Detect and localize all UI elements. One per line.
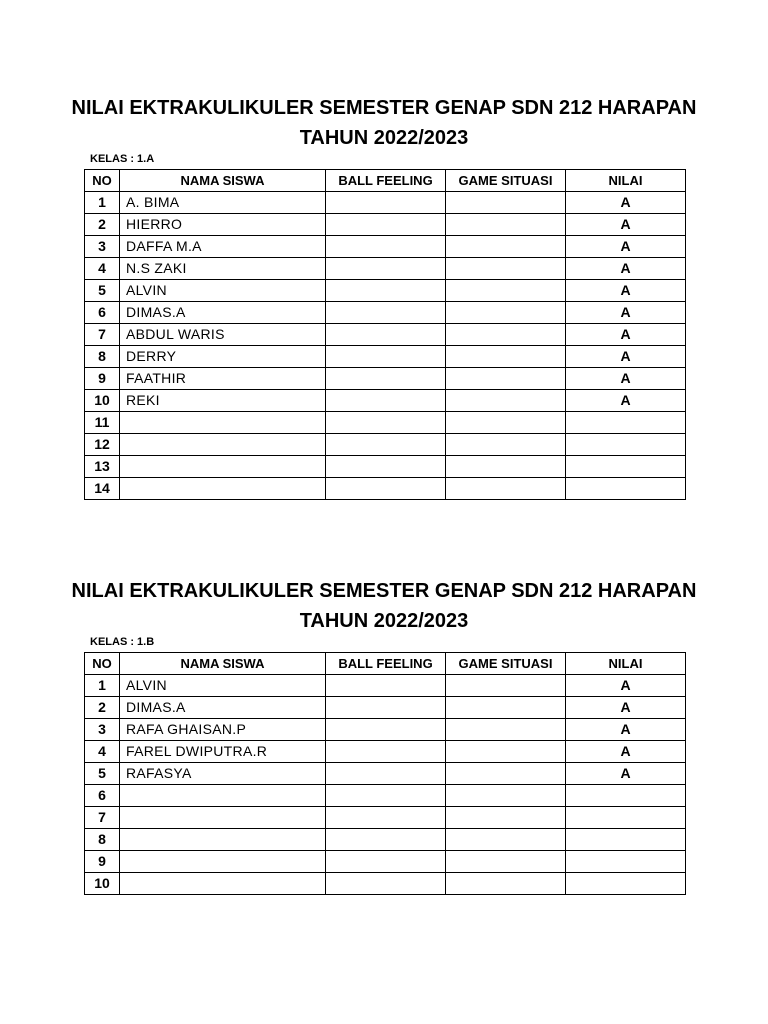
row-number-cell: 5 [85,763,120,785]
nilai-cell [566,785,686,807]
game-situasi-cell [446,324,566,346]
ball-feeling-cell [326,390,446,412]
table-row [85,873,686,895]
title-block [0,93,768,153]
nilai-cell: A [566,302,686,324]
row-number-cell: 3 [85,719,120,741]
student-name-cell: ALVIN [120,675,326,697]
student-name-cell [120,434,326,456]
table-row [85,763,686,785]
ball-feeling-cell [326,851,446,873]
ball-feeling-cell [326,258,446,280]
row-number-cell: 10 [85,873,120,895]
ball-feeling-cell [326,280,446,302]
header-ball-feeling: BALL FEELING [326,653,446,675]
ball-feeling-cell [326,368,446,390]
game-situasi-cell [446,785,566,807]
header-game-situasi: GAME SITUASI [446,653,566,675]
title-line-2: TAHUN 2022/2023 [299,610,469,632]
table-row [85,214,686,236]
ball-feeling-cell [326,236,446,258]
student-name-cell [120,851,326,873]
ball-feeling-cell [326,807,446,829]
grade-table [84,652,686,895]
row-number-cell: 14 [85,478,120,500]
table-row [85,346,686,368]
nilai-cell: A [566,763,686,785]
game-situasi-cell [446,763,566,785]
game-situasi-cell [446,807,566,829]
header-ball-feeling: BALL FEELING [326,170,446,192]
title-line-2: TAHUN 2022/2023 [299,127,469,149]
ball-feeling-cell [326,434,446,456]
nilai-cell: A [566,741,686,763]
table-row [85,478,686,500]
game-situasi-cell [446,346,566,368]
ball-feeling-cell [326,192,446,214]
table-row [85,236,686,258]
header-no: NO [85,170,120,192]
table-row [85,302,686,324]
ball-feeling-cell [326,478,446,500]
grade-table [84,169,686,500]
game-situasi-cell [446,368,566,390]
title-line-1: NILAI EKTRAKULIKULER SEMESTER GENAP SDN 212 HARAPAN [71,97,697,119]
row-number-cell: 9 [85,851,120,873]
header-name: NAMA SISWA [120,653,326,675]
student-name-cell [120,478,326,500]
nilai-cell: A [566,236,686,258]
student-name-cell: DERRY [120,346,326,368]
student-name-cell: DIMAS.A [120,302,326,324]
ball-feeling-cell [326,873,446,895]
ball-feeling-cell [326,697,446,719]
game-situasi-cell [446,214,566,236]
table-row [85,851,686,873]
row-number-cell: 1 [85,192,120,214]
table-row [85,697,686,719]
table-body [85,192,686,500]
table-body [85,675,686,895]
table-row [85,807,686,829]
row-number-cell: 7 [85,324,120,346]
nilai-cell [566,807,686,829]
row-number-cell: 8 [85,829,120,851]
table-row [85,258,686,280]
row-number-cell: 2 [85,214,120,236]
student-name-cell [120,873,326,895]
nilai-cell: A [566,324,686,346]
header-name: NAMA SISWA [120,170,326,192]
header-nilai: NILAI [566,653,686,675]
table-row [85,675,686,697]
nilai-cell [566,478,686,500]
header-no: NO [85,653,120,675]
nilai-cell [566,851,686,873]
title-block [0,576,768,636]
table-row [85,324,686,346]
game-situasi-cell [446,851,566,873]
student-name-cell [120,456,326,478]
student-name-cell: FAREL DWIPUTRA.R [120,741,326,763]
nilai-cell: A [566,675,686,697]
game-situasi-cell [446,434,566,456]
row-number-cell: 12 [85,434,120,456]
nilai-cell [566,434,686,456]
student-name-cell [120,785,326,807]
student-name-cell: FAATHIR [120,368,326,390]
class-label: KELAS : 1.B [90,636,155,648]
game-situasi-cell [446,741,566,763]
table-row [85,412,686,434]
nilai-cell: A [566,719,686,741]
table-row [85,390,686,412]
ball-feeling-cell [326,456,446,478]
game-situasi-cell [446,192,566,214]
game-situasi-cell [446,719,566,741]
ball-feeling-cell [326,346,446,368]
table-row [85,785,686,807]
row-number-cell: 5 [85,280,120,302]
game-situasi-cell [446,236,566,258]
game-situasi-cell [446,280,566,302]
row-number-cell: 6 [85,785,120,807]
ball-feeling-cell [326,829,446,851]
row-number-cell: 4 [85,258,120,280]
student-name-cell: DAFFA M.A [120,236,326,258]
nilai-cell: A [566,697,686,719]
row-number-cell: 10 [85,390,120,412]
header-nilai: NILAI [566,170,686,192]
student-name-cell: HIERRO [120,214,326,236]
nilai-cell: A [566,368,686,390]
table-row [85,829,686,851]
row-number-cell: 11 [85,412,120,434]
game-situasi-cell [446,390,566,412]
row-number-cell: 3 [85,236,120,258]
game-situasi-cell [446,829,566,851]
game-situasi-cell [446,412,566,434]
nilai-cell: A [566,258,686,280]
row-number-cell: 6 [85,302,120,324]
row-number-cell: 13 [85,456,120,478]
student-name-cell [120,829,326,851]
table-row [85,456,686,478]
table-row [85,719,686,741]
ball-feeling-cell [326,785,446,807]
student-name-cell: ABDUL WARIS [120,324,326,346]
row-number-cell: 7 [85,807,120,829]
row-number-cell: 8 [85,346,120,368]
student-name-cell: N.S ZAKI [120,258,326,280]
game-situasi-cell [446,302,566,324]
row-number-cell: 1 [85,675,120,697]
nilai-cell: A [566,346,686,368]
ball-feeling-cell [326,302,446,324]
student-name-cell: REKI [120,390,326,412]
row-number-cell: 9 [85,368,120,390]
game-situasi-cell [446,478,566,500]
student-name-cell [120,807,326,829]
nilai-cell: A [566,280,686,302]
game-situasi-cell [446,456,566,478]
game-situasi-cell [446,258,566,280]
student-name-cell: ALVIN [120,280,326,302]
nilai-cell [566,829,686,851]
student-name-cell: DIMAS.A [120,697,326,719]
table-row [85,434,686,456]
table-header-row [85,170,686,192]
ball-feeling-cell [326,412,446,434]
table-row [85,741,686,763]
table-header-row [85,653,686,675]
student-name-cell: RAFA GHAISAN.P [120,719,326,741]
student-name-cell [120,412,326,434]
student-name-cell: A. BIMA [120,192,326,214]
nilai-cell: A [566,192,686,214]
nilai-cell: A [566,214,686,236]
header-game-situasi: GAME SITUASI [446,170,566,192]
table-row [85,192,686,214]
game-situasi-cell [446,675,566,697]
ball-feeling-cell [326,763,446,785]
row-number-cell: 4 [85,741,120,763]
nilai-cell [566,456,686,478]
table-row [85,280,686,302]
nilai-cell: A [566,390,686,412]
nilai-cell [566,412,686,434]
ball-feeling-cell [326,214,446,236]
ball-feeling-cell [326,741,446,763]
table-row [85,368,686,390]
class-label: KELAS : 1.A [90,153,155,165]
ball-feeling-cell [326,719,446,741]
ball-feeling-cell [326,324,446,346]
game-situasi-cell [446,697,566,719]
game-situasi-cell [446,873,566,895]
title-line-1: NILAI EKTRAKULIKULER SEMESTER GENAP SDN 212 HARAPAN [71,580,697,602]
ball-feeling-cell [326,675,446,697]
row-number-cell: 2 [85,697,120,719]
student-name-cell: RAFASYA [120,763,326,785]
nilai-cell [566,873,686,895]
